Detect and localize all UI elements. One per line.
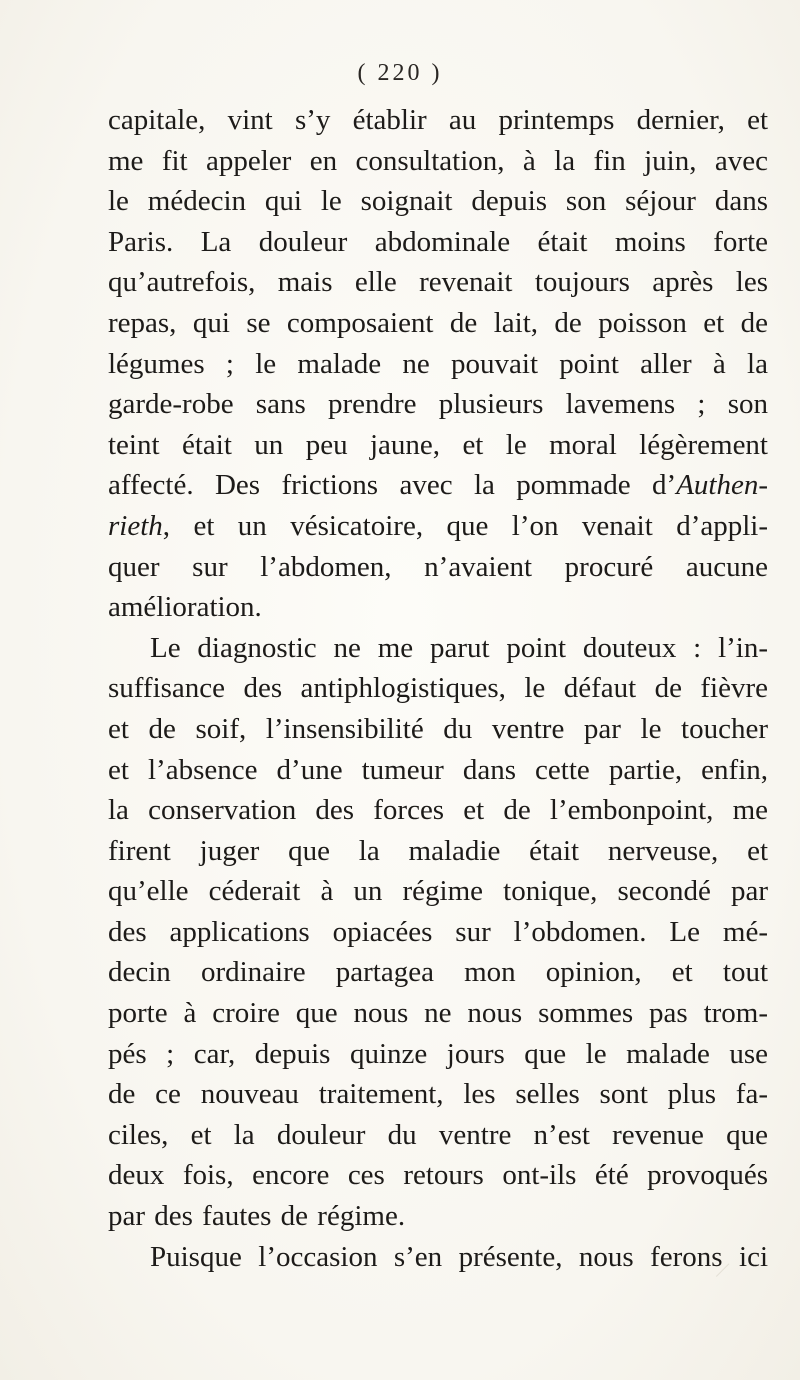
text-line: légumes ; le malade ne pouvait point aller à la <box>108 347 768 380</box>
paragraph-1 <box>108 100 768 628</box>
text-line: qu’autrefois, mais elle revenait toujours après les <box>108 266 768 299</box>
text-line: par des fautes de régime. <box>108 1200 406 1233</box>
text-line: pés ; car, depuis quinze jours que le malade use <box>108 1037 768 1070</box>
text-line: me fit appeler en consultation, à la fin juin, avec <box>108 144 768 177</box>
text-line-with-italic <box>108 506 768 547</box>
text-line: quer sur l’abdomen, n’avaient procuré aucune <box>108 550 768 583</box>
text-line: Puisque l’occasion s’en présente, nous ferons ici <box>150 1240 768 1273</box>
text-line: amélioration. <box>108 591 262 624</box>
paragraph-2 <box>108 628 768 1237</box>
text-line: repas, qui se composaient de lait, de poisson et de <box>108 306 768 339</box>
text-line: teint était un peu jaune, et le moral légèrement <box>108 428 768 461</box>
text-line: Paris. La douleur abdominale était moins forte <box>108 225 768 258</box>
text-line: le médecin qui le soignait depuis son séjour dans <box>108 185 768 218</box>
italic-fragment: Authen- <box>676 469 768 502</box>
text-line: la conservation des forces et de l’embonpoint, me <box>108 794 768 827</box>
text-line: capitale, vint s’y établir au printemps dernier, et <box>108 104 768 136</box>
text-line-with-italic <box>108 465 768 506</box>
text-fragment: , et un vésicatoire, que l’on venait d’appli- <box>162 509 768 542</box>
text-line: firent juger que la maladie était nerveuse, et <box>108 834 768 867</box>
text-line: de ce nouveau traitement, les selles sont plus fa- <box>108 1078 768 1111</box>
text-line: porte à croire que nous ne nous sommes pas trom- <box>108 997 768 1030</box>
paragraph-3 <box>108 1237 768 1278</box>
text-line: decin ordinaire partagea mon opinion, et tout <box>108 956 768 989</box>
text-line: des applications opiacées sur l’obdomen. Le mé- <box>108 915 768 948</box>
text-line: et de soif, l’insensibilité du ventre par le toucher <box>108 712 768 745</box>
text-line: ciles, et la douleur du ventre n’est revenue que <box>108 1118 768 1151</box>
text-line: et l’absence d’une tumeur dans cette partie, enfin, <box>108 753 768 786</box>
italic-fragment: rieth <box>108 509 163 542</box>
text-line: suffisance des antiphlogistiques, le défaut de fièvre <box>108 672 768 705</box>
text-line: deux fois, encore ces retours ont-ils été provoqués <box>108 1159 768 1192</box>
body-text <box>108 100 768 1277</box>
text-line: Le diagnostic ne me parut point douteux : l’in- <box>150 631 768 664</box>
text-line: qu’elle céderait à un régime tonique, secondé par <box>108 875 768 908</box>
text-fragment: affecté. Des frictions avec la pommade d’ <box>108 469 677 502</box>
text-line: garde-robe sans prendre plusieurs lavemens ; son <box>108 388 768 421</box>
page-number: ( 220 ) <box>357 60 443 86</box>
